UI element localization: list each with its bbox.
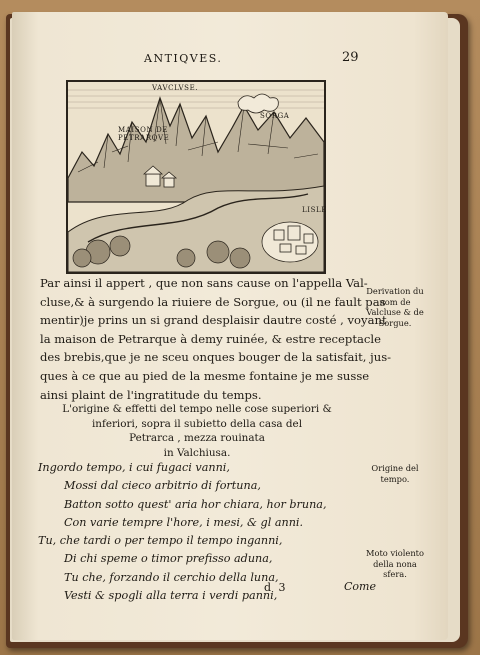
poem-verse: Ingordo tempo, i cui fugaci vanni, [38,461,230,474]
signature-mark: d 3 [264,581,288,594]
paragraph-line: la maison de Petrarque à demy ruinée, & estre receptacle [40,331,381,346]
paragraph-line: Par ainsi il appert , que non sans cause on l'appella Val- [40,276,368,290]
french-paragraph [40,274,392,404]
poem-verse: Mossi dal cieco arbitrio di fortuna, [64,479,261,493]
paragraph-line: ainsi plaint de l'ingratitude du temps. [40,387,262,402]
woodcut-label-sorga: SORGA [260,112,290,120]
margin-note-moto: Moto violento della nona sfera. [365,548,425,579]
woodcut-illustration-vaucluse [66,80,326,274]
running-head: ANTIQVES. [144,52,223,65]
italian-heading [52,402,342,460]
page-number: 29 [342,50,359,65]
poem-verse: Tu che, forzando il cerchio della luna, [64,570,279,584]
paragraph-line: cluse,& à surgendo la riuiere de Sorgue, ou (il ne fault pas [40,294,386,309]
page-header [12,52,448,72]
poem-verse: Di chi speme o timor prefisso aduna, [64,552,273,566]
heading-line: L'origine & effetti del tempo nelle cose superiori & [62,403,332,415]
poem-verse: Con varie tempre l'hore, i mesi, & gl anni. [64,515,304,529]
woodcut-drawing [68,82,324,272]
paragraph-line: mentir)je prins un si grand desplaisir dautre costé , voyant [40,313,387,328]
poem-verse: Batton sotto quest' aria hor chiara, hor bruna, [64,497,327,511]
heading-line: in Valchiusa. [163,446,231,459]
margin-note-origine: Origine del tempo. [371,463,419,484]
woodcut-label-lisle: LISLE [302,206,327,214]
woodcut-label-maison: MAISON DE PETRARQVE [118,126,170,142]
poem-verse: Vesti & spogli alla terra i verdi panni, [64,589,278,603]
poem-verse: Tu, che tardi o per tempo il tempo inganni, [38,534,283,548]
margin-note-derivation: Derivation du nom de Valcluse & de Sorgue. [366,286,424,328]
catchword: Come [344,580,376,593]
paragraph-line: des brebis,que je ne sceu onques bouger de la satisfait, jus- [40,350,392,365]
heading-line: Petrarca , mezza rouinata [129,432,265,444]
woodcut-label-vaucluse: VAVCLVSE. [152,84,199,92]
italian-sonnet [38,459,358,605]
heading-line: inferiori, sopra il subietto della casa del [91,417,303,430]
book-page [12,12,448,640]
paragraph-line: ques à ce que au pied de la mesme fontaine je me susse [40,368,370,383]
